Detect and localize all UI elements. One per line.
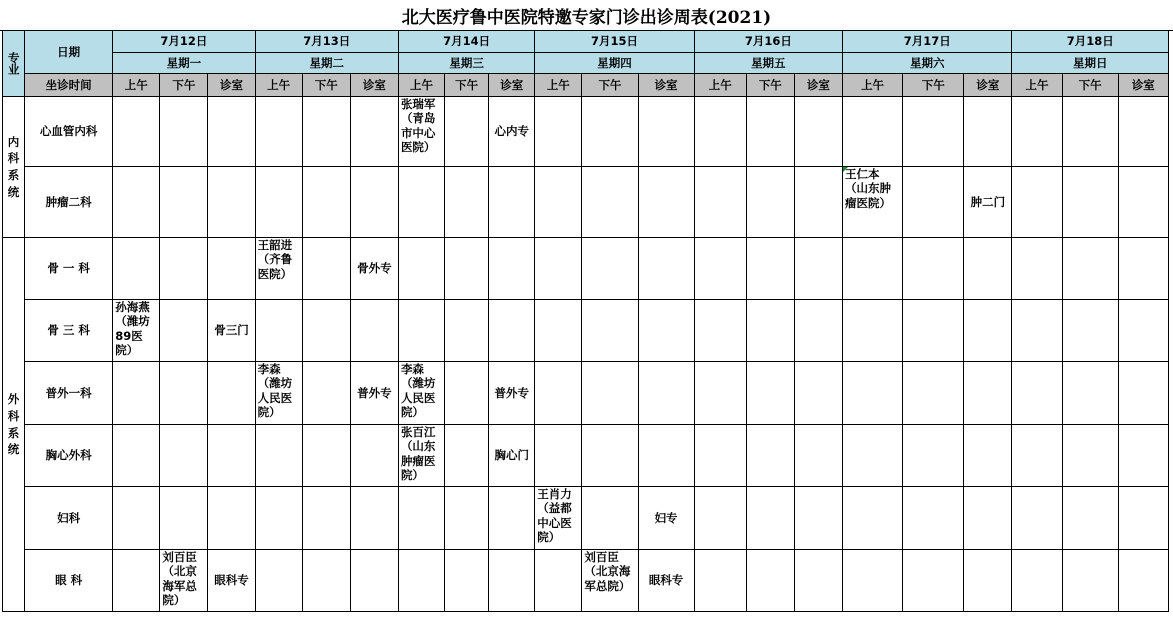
empty-slot — [535, 300, 582, 362]
empty-slot — [255, 550, 302, 612]
empty-slot — [843, 550, 903, 612]
day-weekday-header: 星期五 — [694, 53, 842, 74]
doctor-entry: 王仁本（山东肿瘤医院） — [843, 167, 903, 238]
empty-slot — [1012, 487, 1062, 550]
clinic-room: 眼科专 — [638, 550, 694, 612]
date-header: 日期 — [25, 31, 113, 74]
empty-slot — [535, 238, 582, 300]
empty-slot — [350, 487, 398, 550]
department-name: 骨 三 科 — [25, 300, 113, 362]
empty-slot — [113, 550, 160, 612]
empty-slot — [694, 300, 746, 362]
slot-header-room: 诊室 — [1118, 74, 1168, 97]
empty-slot — [302, 550, 350, 612]
specialty-header: 专业 — [3, 31, 25, 97]
empty-slot — [843, 487, 903, 550]
empty-slot — [113, 425, 160, 487]
department-name: 眼 科 — [25, 550, 113, 612]
empty-slot — [208, 487, 255, 550]
empty-slot — [794, 362, 842, 425]
slot-header-am: 上午 — [113, 74, 160, 97]
day-weekday-header: 星期四 — [535, 53, 694, 74]
empty-slot — [535, 167, 582, 238]
empty-slot — [302, 487, 350, 550]
slot-header-room: 诊室 — [208, 74, 255, 97]
clinic-room: 普外专 — [489, 362, 535, 425]
empty-slot — [582, 167, 638, 238]
group-label-text: 外科系统 — [7, 392, 20, 457]
empty-slot — [208, 362, 255, 425]
empty-slot — [582, 97, 638, 167]
group-label-surgical — [3, 238, 25, 612]
empty-slot — [1012, 167, 1062, 238]
day-weekday-header: 星期六 — [843, 53, 1012, 74]
empty-slot — [302, 425, 350, 487]
empty-slot — [1012, 238, 1062, 300]
slot-header-room: 诊室 — [350, 74, 398, 97]
empty-slot — [746, 425, 794, 487]
empty-slot — [1118, 300, 1168, 362]
empty-slot — [794, 550, 842, 612]
department-name: 肿瘤二科 — [25, 167, 113, 238]
empty-slot — [489, 238, 535, 300]
slot-header-pm: 下午 — [746, 74, 794, 97]
empty-slot — [582, 362, 638, 425]
department-name: 胸心外科 — [25, 425, 113, 487]
empty-slot — [794, 487, 842, 550]
day-date-header: 7月15日 — [535, 31, 694, 53]
slot-header-room: 诊室 — [794, 74, 842, 97]
slot-header-am: 上午 — [255, 74, 302, 97]
empty-slot — [1118, 167, 1168, 238]
empty-slot — [489, 300, 535, 362]
day-date-header: 7月14日 — [398, 31, 534, 53]
clinic-room: 胸心门 — [489, 425, 535, 487]
slot-header-pm: 下午 — [445, 74, 489, 97]
empty-slot — [398, 238, 444, 300]
empty-slot — [398, 300, 444, 362]
empty-slot — [445, 425, 489, 487]
slot-header-pm: 下午 — [302, 74, 350, 97]
slot-header-am: 上午 — [694, 74, 746, 97]
empty-slot — [964, 487, 1012, 550]
empty-slot — [445, 238, 489, 300]
empty-slot — [445, 362, 489, 425]
slot-header-pm: 下午 — [1062, 74, 1118, 97]
empty-slot — [160, 362, 208, 425]
empty-slot — [1062, 167, 1118, 238]
empty-slot — [964, 362, 1012, 425]
empty-slot — [255, 167, 302, 238]
empty-slot — [302, 238, 350, 300]
day-date-header: 7月18日 — [1012, 31, 1169, 53]
empty-slot — [638, 425, 694, 487]
empty-slot — [160, 300, 208, 362]
empty-slot — [1118, 238, 1168, 300]
empty-slot — [694, 238, 746, 300]
empty-slot — [794, 97, 842, 167]
clinic-room: 普外专 — [350, 362, 398, 425]
empty-slot — [964, 300, 1012, 362]
empty-slot — [160, 487, 208, 550]
empty-slot — [1118, 487, 1168, 550]
slot-header-room: 诊室 — [489, 74, 535, 97]
empty-slot — [160, 167, 208, 238]
empty-slot — [160, 238, 208, 300]
doctor-entry: 李森（潍坊人民医院） — [255, 362, 302, 425]
empty-slot — [964, 550, 1012, 612]
empty-slot — [694, 487, 746, 550]
empty-slot — [350, 167, 398, 238]
day-weekday-header: 星期二 — [255, 53, 398, 74]
empty-slot — [582, 425, 638, 487]
department-name: 心血管内科 — [25, 97, 113, 167]
clinic-room: 骨外专 — [350, 238, 398, 300]
slot-header-room: 诊室 — [964, 74, 1012, 97]
empty-slot — [535, 362, 582, 425]
doctor-entry: 刘百臣（北京海军总院） — [160, 550, 208, 612]
empty-slot — [1012, 550, 1062, 612]
empty-slot — [794, 167, 842, 238]
empty-slot — [843, 300, 903, 362]
day-date-header: 7月16日 — [694, 31, 842, 53]
doctor-entry: 孙海燕（潍坊89医院） — [113, 300, 160, 362]
empty-slot — [582, 487, 638, 550]
empty-slot — [1012, 425, 1062, 487]
empty-slot — [255, 425, 302, 487]
empty-slot — [255, 487, 302, 550]
empty-slot — [489, 550, 535, 612]
empty-slot — [746, 550, 794, 612]
empty-slot — [255, 300, 302, 362]
clinic-room: 骨三门 — [208, 300, 255, 362]
slot-header-pm: 下午 — [582, 74, 638, 97]
empty-slot — [746, 97, 794, 167]
slot-header-am: 上午 — [1012, 74, 1062, 97]
empty-slot — [964, 425, 1012, 487]
empty-slot — [398, 550, 444, 612]
empty-slot — [1118, 425, 1168, 487]
doctor-entry: 张百江（山东肿瘤医院） — [398, 425, 444, 487]
empty-slot — [638, 300, 694, 362]
day-weekday-header: 星期一 — [113, 53, 255, 74]
clinic-room: 眼科专 — [208, 550, 255, 612]
empty-slot — [445, 550, 489, 612]
empty-slot — [208, 97, 255, 167]
empty-slot — [843, 238, 903, 300]
empty-slot — [964, 238, 1012, 300]
empty-slot — [208, 238, 255, 300]
schedule-table — [2, 30, 1169, 612]
empty-slot — [694, 425, 746, 487]
day-date-header: 7月17日 — [843, 31, 1012, 53]
empty-slot — [903, 550, 964, 612]
empty-slot — [489, 167, 535, 238]
empty-slot — [445, 97, 489, 167]
empty-slot — [843, 97, 903, 167]
empty-slot — [302, 362, 350, 425]
empty-slot — [398, 167, 444, 238]
empty-slot — [535, 550, 582, 612]
slot-header-room: 诊室 — [638, 74, 694, 97]
empty-slot — [1118, 97, 1168, 167]
day-date-header: 7月12日 — [113, 31, 255, 53]
empty-slot — [535, 97, 582, 167]
empty-slot — [903, 167, 964, 238]
empty-slot — [160, 97, 208, 167]
empty-slot — [350, 550, 398, 612]
empty-slot — [964, 97, 1012, 167]
empty-slot — [1012, 97, 1062, 167]
empty-slot — [1062, 550, 1118, 612]
empty-slot — [489, 487, 535, 550]
empty-slot — [113, 487, 160, 550]
page-title: 北大医疗鲁中医院特邀专家门诊出诊周表(2021) — [0, 0, 1173, 31]
group-label-text: 内科系统 — [7, 134, 20, 199]
empty-slot — [903, 487, 964, 550]
empty-slot — [794, 300, 842, 362]
empty-slot — [445, 167, 489, 238]
empty-slot — [638, 97, 694, 167]
slot-header-pm: 下午 — [160, 74, 208, 97]
empty-slot — [1118, 550, 1168, 612]
empty-slot — [694, 550, 746, 612]
empty-slot — [746, 300, 794, 362]
empty-slot — [113, 167, 160, 238]
empty-slot — [1012, 362, 1062, 425]
doctor-entry: 刘百臣（北京海军总院） — [582, 550, 638, 612]
empty-slot — [445, 300, 489, 362]
empty-slot — [398, 487, 444, 550]
empty-slot — [208, 167, 255, 238]
empty-slot — [903, 97, 964, 167]
empty-slot — [1012, 300, 1062, 362]
empty-slot — [1062, 97, 1118, 167]
empty-slot — [350, 425, 398, 487]
clinic-room: 心内专 — [489, 97, 535, 167]
empty-slot — [113, 97, 160, 167]
empty-slot — [694, 362, 746, 425]
empty-slot — [113, 238, 160, 300]
doctor-entry: 张瑞军（青岛市中心医院） — [398, 97, 444, 167]
empty-slot — [350, 97, 398, 167]
empty-slot — [350, 300, 398, 362]
empty-slot — [794, 425, 842, 487]
empty-slot — [903, 362, 964, 425]
clinic-room: 肿二门 — [964, 167, 1012, 238]
group-label-internal — [3, 97, 25, 238]
empty-slot — [302, 97, 350, 167]
empty-slot — [843, 362, 903, 425]
slot-header-am: 上午 — [398, 74, 444, 97]
empty-slot — [638, 362, 694, 425]
day-weekday-header: 星期三 — [398, 53, 534, 74]
time-header: 坐诊时间 — [25, 74, 113, 97]
empty-slot — [638, 238, 694, 300]
slot-header-am: 上午 — [843, 74, 903, 97]
empty-slot — [302, 300, 350, 362]
day-weekday-header: 星期日 — [1012, 53, 1169, 74]
empty-slot — [746, 238, 794, 300]
empty-slot — [1062, 487, 1118, 550]
empty-slot — [1062, 425, 1118, 487]
empty-slot — [903, 425, 964, 487]
department-name: 妇科 — [25, 487, 113, 550]
day-date-header: 7月13日 — [255, 31, 398, 53]
empty-slot — [694, 97, 746, 167]
empty-slot — [694, 167, 746, 238]
empty-slot — [208, 425, 255, 487]
empty-slot — [843, 425, 903, 487]
empty-slot — [746, 487, 794, 550]
department-name: 骨 一 科 — [25, 238, 113, 300]
slot-header-am: 上午 — [535, 74, 582, 97]
clinic-room: 妇专 — [638, 487, 694, 550]
empty-slot — [903, 238, 964, 300]
empty-slot — [903, 300, 964, 362]
doctor-entry: 王韶进（齐鲁医院） — [255, 238, 302, 300]
empty-slot — [638, 167, 694, 238]
empty-slot — [535, 425, 582, 487]
empty-slot — [1118, 362, 1168, 425]
empty-slot — [746, 362, 794, 425]
empty-slot — [160, 425, 208, 487]
empty-slot — [113, 362, 160, 425]
empty-slot — [445, 487, 489, 550]
slot-header-pm: 下午 — [903, 74, 964, 97]
doctor-entry: 王肖力（益都中心医院） — [535, 487, 582, 550]
empty-slot — [746, 167, 794, 238]
empty-slot — [582, 238, 638, 300]
empty-slot — [255, 97, 302, 167]
empty-slot — [582, 300, 638, 362]
empty-slot — [1062, 300, 1118, 362]
department-name: 普外一科 — [25, 362, 113, 425]
empty-slot — [1062, 238, 1118, 300]
doctor-entry: 李森（潍坊人民医院） — [398, 362, 444, 425]
empty-slot — [302, 167, 350, 238]
empty-slot — [794, 238, 842, 300]
empty-slot — [1062, 362, 1118, 425]
